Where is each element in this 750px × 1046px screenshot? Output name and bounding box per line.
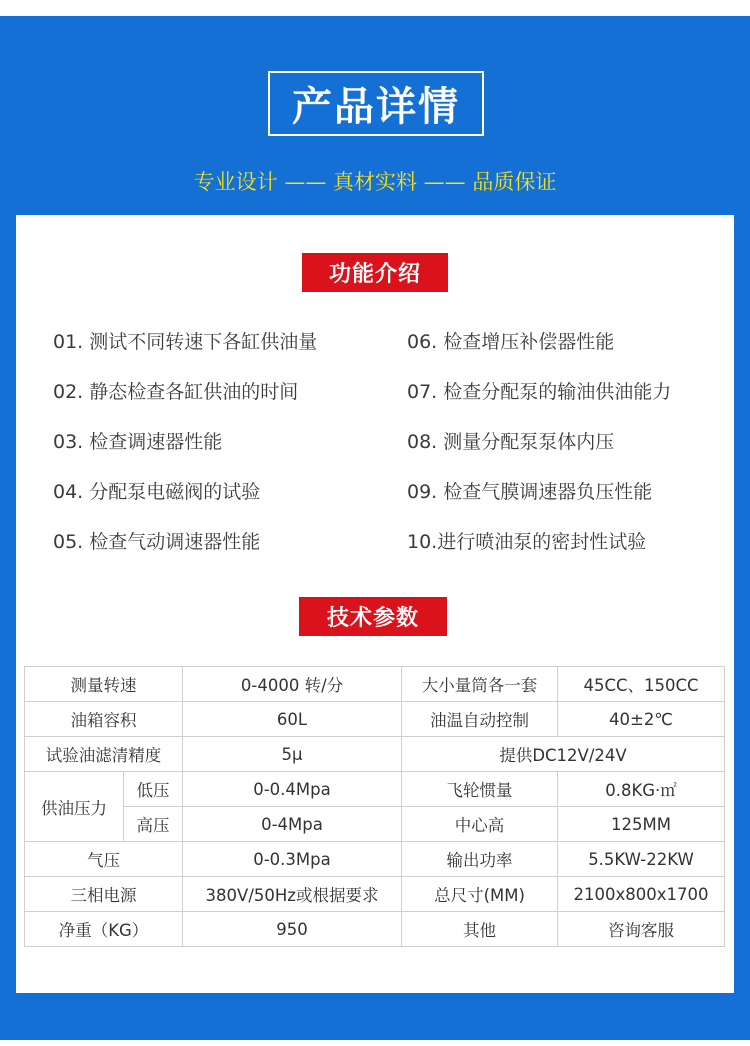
spec-value: 咨询客服 xyxy=(558,912,725,947)
feature-item: 02. 静态检查各缸供油的时间 xyxy=(53,381,299,403)
spec-value: 60L xyxy=(183,702,402,737)
spec-key: 油温自动控制 xyxy=(402,702,558,737)
feature-item: 07. 检查分配泵的输油供油能力 xyxy=(407,381,672,403)
spec-value: 0.8KG·㎡ xyxy=(558,772,725,807)
spec-value: 提供DC12V/24V xyxy=(402,737,725,772)
spec-value: 5μ xyxy=(183,737,402,772)
spec-value: 0-4000 转/分 xyxy=(183,667,402,702)
spec-value: 0-0.3Mpa xyxy=(183,842,402,877)
feature-item: 05. 检查气动调速器性能 xyxy=(53,531,261,553)
table-row xyxy=(25,702,725,737)
table-row xyxy=(25,737,725,772)
table-row xyxy=(25,912,725,947)
feature-item: 01. 测试不同转速下各缸供油量 xyxy=(53,331,318,353)
feature-item: 04. 分配泵电磁阀的试验 xyxy=(53,481,261,503)
spec-subkey: 低压 xyxy=(124,772,183,807)
spec-key: 测量转速 xyxy=(25,667,183,702)
spec-value: 125MM xyxy=(558,807,725,842)
table-row xyxy=(25,807,725,842)
spec-key: 中心高 xyxy=(402,807,558,842)
spec-key: 输出功率 xyxy=(402,842,558,877)
spec-value: 380V/50Hz或根据要求 xyxy=(183,877,402,912)
spec-value: 5.5KW-22KW xyxy=(558,842,725,877)
spec-value: 45CC、150CC xyxy=(558,667,725,702)
feature-item: 10.进行喷油泵的密封性试验 xyxy=(407,531,647,553)
feature-item: 03. 检查调速器性能 xyxy=(53,431,223,453)
feature-item: 08. 测量分配泵泵体内压 xyxy=(407,431,615,453)
spec-key: 三相电源 xyxy=(25,877,183,912)
functions-heading: 功能介绍 xyxy=(302,253,448,292)
table-row xyxy=(25,877,725,912)
spec-key: 总尺寸(MM) xyxy=(402,877,558,912)
page-title: 产品详情 xyxy=(292,84,460,130)
specs-table xyxy=(24,666,725,947)
table-row xyxy=(25,842,725,877)
spec-value: 0-0.4Mpa xyxy=(183,772,402,807)
specs-heading: 技术参数 xyxy=(299,597,447,636)
spec-key: 供油压力 xyxy=(25,772,124,842)
spec-subkey: 高压 xyxy=(124,807,183,842)
title-box xyxy=(268,71,484,136)
content-panel xyxy=(16,215,734,993)
spec-value: 40±2℃ xyxy=(558,702,725,737)
spec-value: 0-4Mpa xyxy=(183,807,402,842)
feature-item: 06. 检查增压补偿器性能 xyxy=(407,331,615,353)
spec-key: 净重（KG） xyxy=(25,912,183,947)
feature-item: 09. 检查气膜调速器负压性能 xyxy=(407,481,653,503)
spec-value: 950 xyxy=(183,912,402,947)
slogan: 专业设计 —— 真材实料 —— 品质保证 xyxy=(193,170,557,194)
table-row xyxy=(25,667,725,702)
spec-key: 气压 xyxy=(25,842,183,877)
spec-value: 2100x800x1700 xyxy=(558,877,725,912)
spec-key: 油箱容积 xyxy=(25,702,183,737)
spec-key: 大小量筒各一套 xyxy=(402,667,558,702)
spec-key: 飞轮惯量 xyxy=(402,772,558,807)
table-row xyxy=(25,772,725,807)
spec-key: 其他 xyxy=(402,912,558,947)
spec-key: 试验油滤清精度 xyxy=(25,737,183,772)
